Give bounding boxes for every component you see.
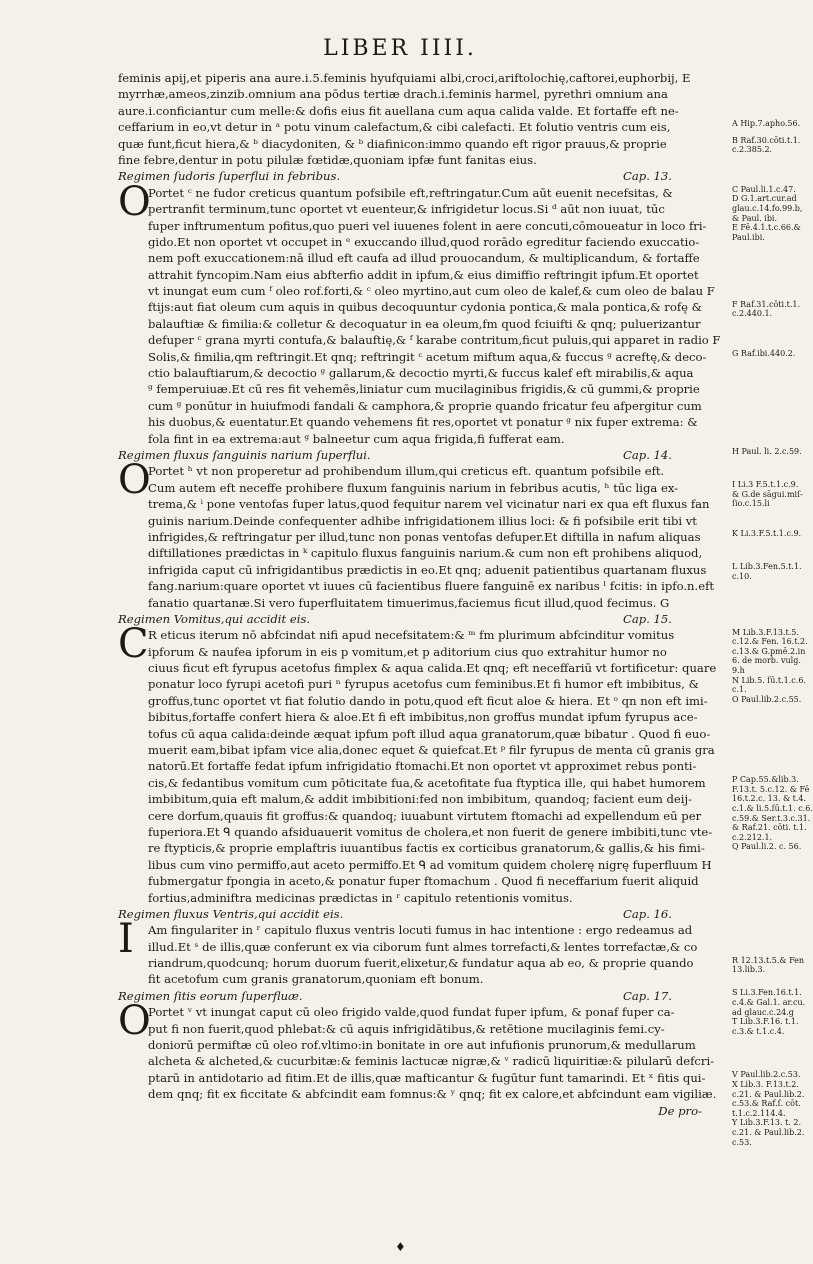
marginal-note-line: Y Lib.3.F.13. t. 2. <box>732 1118 802 1128</box>
marginal-note-line: X Lib.3. F.13.t.2. <box>732 1079 799 1089</box>
text-line: groffus,tunc oportet vt fiat folutio dando in potu,quod eft ficut aloe & hiera. Et ᵒ qn non eft imi- <box>148 693 708 708</box>
text-line: vt inungat eum cum ᶠ oleo rof.forti,& ᶜ oleo myrtino,aut cum oleo de kalef,& cum oleo de balau F <box>148 284 715 299</box>
marginal-note <box>732 349 800 359</box>
marginal-note-line: c.2.212.1. <box>732 832 773 842</box>
marginal-note-line: K Li.3.F.5.t.1.c.9. <box>732 529 802 539</box>
text-line: fortius,adminiftra medicinas prædictas in ʳ capitulo retentionis vomitus. <box>148 890 573 905</box>
text-line: diftillationes prædictas in ᵏ capitulo fluxus fanguinis narium.& cum non eft prohibens aliquod, <box>148 546 703 561</box>
text-line: gido.Et non oportet vt occupet in ᵉ exuccando illud,quod rorādo egreditur faciendo exuccatio- <box>148 234 700 249</box>
text-line: ipforum & naufea ipforum in eis p vomitum,et p aditorium cius quo extrahitur humor no <box>148 644 667 659</box>
marginal-note-line: c.3.& t.1.c.4. <box>732 1026 785 1036</box>
marginal-note <box>732 480 803 509</box>
text-line: illud.Et ˢ de illis,quæ conferunt ex via ciborum funt almes torrefacti,& lentes torrefactæ,& co <box>148 939 698 954</box>
marginal-note-line: 16.t.2.c. 13. & t.4. <box>732 794 806 804</box>
marginal-note-line: V Paul.lib.2.c.53. <box>732 1070 801 1080</box>
marginal-note-line: L Lib.3.Fen.5.t.1. <box>732 562 802 571</box>
marginal-note-line: ad glauc.c.24.g <box>732 1007 794 1017</box>
chapter-number: Cap. 15. <box>622 611 672 626</box>
marginal-note-line: S Li.3.Fen.16.t.1. <box>732 988 802 998</box>
marginal-note-line: Paul.ibi. <box>732 232 765 242</box>
marginal-note <box>732 300 800 319</box>
text-line: fuper inftrumentum pofitus,quo pueri vel iuuenes folent in aere concuti,cōmoueatur in loco fri- <box>148 218 707 233</box>
marginal-note <box>732 184 803 243</box>
marginal-note-line: C Paul.li.1.c.47. <box>732 184 796 194</box>
drop-initial: O <box>118 178 151 225</box>
catchword: De pro- <box>658 1103 702 1118</box>
marginal-note-line: A Hip.7.apho.56. <box>732 119 801 129</box>
marginal-note-line: c.10. <box>732 571 752 581</box>
text-line: Portet ʰ vt non properetur ad prohibendum illum,qui creticus eft. quantum pofsibile eft. <box>148 464 665 479</box>
marginal-note-line: glau.c.14.fo.99.b, <box>732 203 803 213</box>
text-line: natorū.Et fortaffe fedat ipfum infrigidatio ftomachi.Et non oportet vt approximet rebus ponti- <box>148 759 697 774</box>
section-heading <box>118 168 712 184</box>
marginal-note <box>732 775 813 852</box>
section-title: Regimen fluxus ſanguinis narium ſuperflui. <box>118 447 371 462</box>
text-line: Solis,& fimilia,qm reftringit.Et qnq; reftringit ᶜ acetum miftum aqua,& fuccus ᵍ acreftę,& deco- <box>148 349 707 364</box>
text-line: riandrum,quodcunq; horum duorum fuerit,elixetur,& fundatur aqua ab eo, & proprie quando <box>148 956 694 971</box>
text-line: Portet ᶜ ne fudor creticus quantum pofsibile eft,reftringatur.Cum aūt euenit necefsitas, & <box>148 185 673 200</box>
marginal-note-line: T Lib.3.F.16. t.1. <box>732 1017 799 1027</box>
chapter-number: Cap. 17. <box>622 988 672 1003</box>
marginal-note <box>732 562 800 581</box>
text-line: balauftiæ & fimilia:& colletur & decoquatur in ea oleum,fm quod fciuifti & qnq; puluerizantur <box>148 316 701 331</box>
text-line: Cum autem eft neceffe prohibere fluxum fanguinis narium in febribus acutis, ʰ tūc liga ex- <box>148 480 679 495</box>
marginal-note-line: P Cap.55.&lib.3. <box>732 775 799 785</box>
text-line: R eticus iterum nō abfcindat nifi apud necefsitatem:& ᵐ fm plurimum abfcinditur vomitus <box>148 628 675 643</box>
section-heading <box>118 906 712 922</box>
section-body <box>118 178 721 447</box>
text-line: dem qnq; fit ex ficcitate & abfcindit eam fomnus:& ʸ qnq; fit ex calore,et abfcindunt eam vigiliæ. <box>148 1087 717 1102</box>
marginal-note-line: c.1.& li.5.ſū.t.1. c.6. <box>732 803 813 813</box>
text-line: ᵍ femperuiuæ.Et cū res fit vehemēs,liniatur cum mucilaginibus frigidis,& cū gummi,& proprie <box>148 382 700 397</box>
section-title: Regimen Vomitus,qui accidit eis. <box>118 611 311 626</box>
marginal-note-line: G Raf.ibi.440.2. <box>732 348 796 358</box>
text-line: muerit eam,bibat ipfam vice alia,donec equet & quiefcat.Et ᵖ filr fyrupus de menta cū granis gra <box>148 743 715 758</box>
section-body <box>118 457 715 611</box>
marginal-note-line: N Lib.5. ſū.t.1.c.6. <box>732 675 806 685</box>
section-title: Regimen ſitis eorum ſuperfluæ. <box>118 988 303 1003</box>
text-line: fola fint in ea extrema:aut ᵍ balneetur cum aqua frigida,fi fufferat eam. <box>148 431 565 446</box>
running-head: LIBER IIII. <box>323 36 477 61</box>
marginal-note-line: c.12.& Fen. 16.t.2. <box>732 637 808 647</box>
text-line: ftijs:aut fiat oleum cum aquis in quibus decoquuntur cydonia pontica,& mala pontica,& rofę & <box>148 300 702 315</box>
marginal-note <box>732 447 800 457</box>
text-line: bibitus,fortaffe confert hiera & aloe.Et fi eft imbibitus,non groffus mundat ipfum fyrupus ace- <box>148 710 698 725</box>
marginal-note-line: c.53.& Raf.ſ. cōt. <box>732 1099 801 1109</box>
marginal-note-line: I Li.3 F.5.t.1.c.9. <box>732 480 799 489</box>
marginal-note-line: c.59.& Ser.t.3.c.31. <box>732 813 811 823</box>
text-line: infrigides,& reftringatur per illud,tunc non ponas ventofas defuper.Et diftilla in nafum aliquas <box>148 529 701 544</box>
marginal-note <box>732 136 800 155</box>
marginal-note-line: & G.de sāgui.miſ- <box>732 489 803 499</box>
marginal-note-line: c.2.385.2. <box>732 145 773 155</box>
text-line: ciuus ficut eft fyrupus acetofus fimplex & aqua calida.Et qnq; eft neceffariū vt fortificetur: quare <box>148 661 717 676</box>
text-line: fine febre,dentur in potu pilulæ fœtidæ,quoniam ipfæ funt fanitas eius. <box>118 152 537 167</box>
marginal-note-line: 13.lib.3. <box>732 965 766 975</box>
text-line: trema,& ⁱ pone ventofas fuper latus,quod fequitur narem vel vicinatur nari ex qua eft fluxus fan <box>148 497 710 512</box>
chapter-number: Cap. 16. <box>622 906 672 921</box>
text-line: nem poft exuccationem:nā illud eft caufa ad illud prouocandum, & multiplicandum, & fortaffe <box>148 251 700 266</box>
text-line: alcheta & alcheted,& cucurbitæ:& feminis lactucæ nigræ,& ᵛ radicū liquiritiæ:& pilularū defcri- <box>148 1054 715 1069</box>
text-line: feminis apij,et piperis ana aure.i.5.feminis hyufquiami albi,croci,ariftolochię,caftorei,euphorbij, E <box>118 71 691 85</box>
text-line: ctio balauftiarum,& decoctio ᵍ gallarum,& decoctio myrti,& fuccus kalef eft mirabilis,& aqua <box>148 366 694 381</box>
marginal-note-line: c.21. & Paul.lib.2. <box>732 1127 805 1137</box>
marginal-note-line: H Paul. li. 2.c.59. <box>732 447 802 457</box>
text-line: cis,& fedantibus vomitum cum pōticitate fua,& acetofitate fua ftyptica ille, qui habet humorem <box>148 775 706 790</box>
drop-initial: O <box>118 457 151 504</box>
marginal-note-line: t.1.c.2.114.4. <box>732 1108 786 1118</box>
text-line: re ftypticis,& proprie emplaftris iuuantibus factis ex corticibus granatorum,& gallis,& his fimi- <box>148 841 705 856</box>
text-line: cum ᵍ ponūtur in huiufmodi fandali & camphora,& proprie quando fricatur feu afpergitur cum <box>148 398 702 413</box>
marginal-note-line: E Fē.4.1.t.c.66.& <box>732 223 801 233</box>
text-line: doniorū permiftæ cū oleo rof.vltimo:in bonitate in ore aut infufionis prunorum,& medullarum <box>148 1038 696 1053</box>
marginal-note-line: D G.1.art.cur.ad <box>732 194 797 204</box>
marginal-note-line: c.53. <box>732 1137 752 1147</box>
text-line: ptarū in antidotario ad fitim.Et de illis,quæ mafticantur & fugūtur funt tamarindi. Et ˣ fitis qui- <box>148 1070 706 1085</box>
main-text-column <box>118 70 721 1119</box>
text-line: Am fingulariter in ʳ capitulo fluxus ventris locuti fumus in hac intentione : ergo redeamus ad <box>148 923 693 938</box>
section-body <box>118 621 717 906</box>
marginal-note <box>732 529 800 539</box>
section-body <box>118 916 712 988</box>
printer-ornament: ♦ <box>395 1240 406 1254</box>
marginal-note <box>732 627 808 705</box>
marginal-note-line: F Raf.31.cōti.t.1. <box>732 299 801 309</box>
marginal-note <box>732 119 800 129</box>
text-line: fubmergatur fpongia in aceto,& ponatur fuper ftomachum . Quod fi neceffarium fuerit aliquid <box>148 874 699 889</box>
marginal-note-line: c.4.& Gal.1. ar.cu. <box>732 997 806 1007</box>
marginal-note-line: R 12.13.t.5.& Fen <box>732 955 805 965</box>
marginal-note-line: c.13.& G.pmē.2.in <box>732 646 806 656</box>
text-line: libus cum vino permiffo,aut aceto permiffo.Et ᑫ ad vomitum quidem cholerę nigrę fuperfluum H <box>148 857 712 872</box>
text-line: quæ funt,ficut hiera,& ᵇ diacydoniten, & ᵇ diafinicon:immo quando eft rigor prauus,& proprie <box>118 136 667 151</box>
marginal-note-line: & Paul. ibi. <box>732 213 778 223</box>
text-line: myrrhæ,ameos,zinzib.omnium ana pōdus tertiæ drach.i.feminis harmel, pyrethri omnium ana <box>118 87 668 102</box>
section-heading <box>118 988 712 1004</box>
marginal-note-line: M Lib.3.F.13.t.5. <box>732 627 799 637</box>
marginal-note-line: c.1. <box>732 685 747 695</box>
text-line: fit acetofum cum granis granatorum,quoniam eft bonum. <box>148 972 484 987</box>
text-line: put fi non fuerit,quod phlebat:& cū aquis infrigidātibus,& retētione mucilaginis femi.cy- <box>148 1021 665 1036</box>
section-heading <box>118 611 712 627</box>
marginal-note-line: O Paul.lib.2.c.55. <box>732 694 802 704</box>
marginal-note <box>732 1070 805 1147</box>
drop-initial: O <box>118 998 151 1045</box>
marginal-note-line: c.2.440.1. <box>732 309 773 319</box>
section-title: Regimen fluxus Ventris,qui accidit eis. <box>118 906 344 921</box>
text-line: ceffarium in eo,vt detur in ᵃ potu vinum calefactum,& cibi calefacti. Et folutio ventris cum eis, <box>118 120 671 135</box>
drop-initial: I <box>118 916 134 963</box>
text-line: tofus cū aqua calida:deinde æquat ipfum poft illud aqua granatorum,quæ bibatur . Quod fi euo- <box>148 726 711 741</box>
section-body <box>118 998 717 1102</box>
section-heading <box>118 447 712 463</box>
marginal-note-line: & Raf.21. cōti. t.1. <box>732 823 807 833</box>
marginal-note-line: F.13.t. 5.c.12. & Fē <box>732 784 810 794</box>
section-title: Regimen ſudoris ſuperflui in febribus. <box>118 169 341 184</box>
marginal-note-line: 9.h <box>732 665 745 675</box>
text-line: imbibitum,quia eft malum,& addit imbibitioni:fed non imbibitum, quandoq; facient eum deij- <box>148 792 692 807</box>
text-line: attrahit fyncopim.Nam eius abfterfio addit in ipfum,& eius dimiffio reftringit ipfum.Et oportet <box>148 267 699 282</box>
text-line: defuper ᶜ grana myrti contufa,& balauftię,& ᶠ karabe contritum,ficut puluis,qui apparet in radio F <box>148 333 721 348</box>
text-line: ponatur loco fyrupi acetofi puri ⁿ fyrupus acetofus cum feminibus.Et fi humor eft imbibitus, & <box>148 677 699 692</box>
text-line: his duobus,& euentatur.Et quando vehemens fit res,oportet vt ponatur ᵍ nix fuper extrema: & <box>148 415 698 430</box>
marginal-note <box>732 988 806 1036</box>
marginal-note-line: B Raf.30.cōti.t.1. <box>732 135 801 145</box>
chapter-number: Cap. 14. <box>622 447 672 462</box>
marginal-note-line: 6. de morb. vulg. <box>732 656 801 666</box>
text-line: fuperiora.Et ᑫ quando afsiduauerit vomitus de cholera,et non fuerit de genere imbibiti,tunc vte- <box>148 824 713 839</box>
text-line: fanatio quartanæ.Si vero fuperfluitatem timuerimus,faciemus ficut illud,quod fecimus. G <box>148 595 670 610</box>
text-line: Portet ᵛ vt inungat caput cū oleo frigido valde,quod fundat fuper ipfum, & ponaf fuper ca- <box>148 1005 675 1020</box>
text-line: aure.i.conficiantur cum melle:& dofis eius fit auellana cum aqua calida valde. Et fortaffe eft ne- <box>118 103 679 118</box>
marginal-note-line: Q Paul.li.2. c. 56. <box>732 842 802 852</box>
text-line: pertranfit terminum,tunc oportet vt euenteur,& infrigidetur locus.Si ᵈ aūt non iuuat, tūc <box>148 202 665 217</box>
text-line: fang.narium:quare oportet vt iuues cū facientibus fluere fanguinē ex naribus ˡ fcitis: in ipfo.n.eft <box>148 579 715 594</box>
text-line: infrigida caput cū infrigidantibus prædictis in eo.Et qnq; aduenit patientibus quartanam fluxus <box>148 562 707 577</box>
marginal-note <box>732 955 805 975</box>
marginal-note-line: c.21. & Paul.lib.2. <box>732 1089 805 1099</box>
text-line: cere dorfum,quauis fit groffus:& quandoq; iuuabunt virtutem ftomachi ad expellendum eū per <box>148 808 702 823</box>
text-line: guinis narium.Deinde confequenter adhibe infrigidationem illius loci: & fi pofsibile erit tibi vt <box>148 513 697 528</box>
marginal-note-line: ſio.c.15.li <box>732 499 770 509</box>
chapter-number: Cap. 13. <box>622 169 672 184</box>
drop-initial: C <box>118 621 149 668</box>
